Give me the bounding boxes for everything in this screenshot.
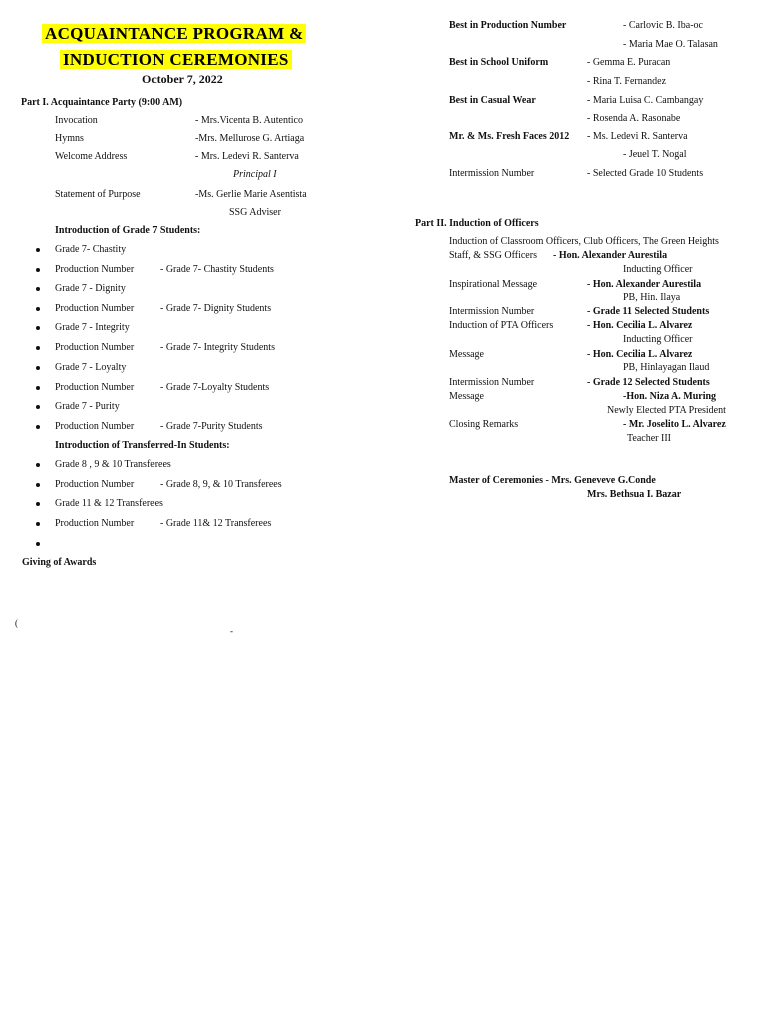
list-item-value: - Grade 7- Integrity Students bbox=[160, 342, 275, 353]
bullet bbox=[36, 287, 40, 291]
bullet bbox=[36, 307, 40, 311]
award-winner: - Carlovic B. Iba-oc bbox=[623, 20, 703, 31]
award-category: Intermission Number bbox=[449, 168, 535, 179]
list-item-value: - Grade 11& 12 Transferees bbox=[160, 518, 272, 529]
list-item-label: Grade 7 - Purity bbox=[55, 401, 120, 412]
program-item-label: Hymns bbox=[55, 133, 84, 144]
program-item-role: Inducting Officer bbox=[623, 334, 693, 345]
program-item-label: Inspirational Message bbox=[449, 279, 538, 290]
list-item-value: - Grade 7-Loyalty Students bbox=[160, 382, 270, 393]
bullet bbox=[36, 405, 40, 409]
program-item-label: Induction of PTA Officers bbox=[449, 320, 554, 331]
giving-of-awards-heading: Giving of Awards bbox=[22, 557, 97, 568]
list-item-label: Production Number bbox=[55, 264, 135, 275]
program-item-person: -Hon. Niza A. Muring bbox=[623, 391, 717, 402]
list-item-label: Grade 8 , 9 & 10 Transferees bbox=[55, 459, 171, 470]
program-item-label: Welcome Address bbox=[55, 151, 128, 162]
program-item-person: - Mrs.Vicenta B. Autentico bbox=[195, 115, 303, 126]
bullet bbox=[36, 522, 40, 526]
program-item-person: - Hon. Cecilia L. Alvarez bbox=[587, 320, 693, 331]
program-item-person: -Ms. Gerlie Marie Asentista bbox=[195, 189, 307, 200]
program-item-person: - Hon. Cecilia L. Alvarez bbox=[587, 349, 693, 360]
program-item-person: - Grade 11 Selected Students bbox=[587, 306, 710, 317]
part2-heading: Part II. Induction of Officers bbox=[415, 218, 539, 229]
bullet bbox=[36, 326, 40, 330]
bullet bbox=[36, 386, 40, 390]
bullet bbox=[36, 425, 40, 429]
bullet bbox=[36, 542, 40, 546]
program-item-role: Teacher III bbox=[627, 433, 671, 444]
list-item-label: Grade 7 - Loyalty bbox=[55, 362, 127, 373]
award-category: Best in Production Number bbox=[449, 20, 567, 31]
stray-mark: - bbox=[230, 626, 233, 636]
bullet bbox=[36, 463, 40, 467]
title-line-1: ACQUAINTANCE PROGRAM & bbox=[42, 24, 306, 43]
program-item-label: Intermission Number bbox=[449, 377, 535, 388]
program-item-role: Newly Elected PTA President bbox=[607, 405, 726, 416]
bullet bbox=[36, 268, 40, 272]
program-item-label: Closing Remarks bbox=[449, 419, 519, 430]
induction-intro: Staff, & SSG Officers bbox=[449, 250, 537, 261]
program-item-role: SSG Adviser bbox=[229, 207, 281, 218]
list-item-label: Production Number bbox=[55, 518, 135, 529]
list-item-label: Grade 11 & 12 Transferees bbox=[55, 498, 163, 509]
list-item-value: - Grade 7-Purity Students bbox=[160, 421, 263, 432]
program-item-role: Principal I bbox=[233, 169, 277, 180]
award-winner: - Maria Luisa C. Cambangay bbox=[587, 95, 704, 106]
award-winner: - Gemma E. Puracan bbox=[587, 57, 671, 68]
list-item-label: Production Number bbox=[55, 342, 135, 353]
program-item-person: - Mr. Joselito L. Alvarez bbox=[623, 419, 726, 430]
program-item-label: Invocation bbox=[55, 115, 98, 126]
program-item-person: - Mrs. Ledevi R. Santerva bbox=[195, 151, 299, 162]
list-item-value: - Grade 7- Dignity Students bbox=[160, 303, 272, 314]
program-item-role: PB, Hinlayagan Ilaud bbox=[623, 362, 710, 373]
program-item-label: Statement of Purpose bbox=[55, 189, 141, 200]
award-winner: - Rina T. Fernandez bbox=[587, 76, 667, 87]
award-category: Best in School Uniform bbox=[449, 57, 549, 68]
bullet bbox=[36, 248, 40, 252]
award-winner: - Maria Mae O. Talasan bbox=[623, 39, 718, 50]
stray-mark: ( bbox=[15, 618, 18, 628]
list-item-label: Production Number bbox=[55, 303, 135, 314]
program-item-label: Message bbox=[449, 349, 484, 360]
master-of-ceremonies-second: Mrs. Bethsua I. Bazar bbox=[587, 489, 682, 500]
award-winner: - Selected Grade 10 Students bbox=[587, 168, 704, 179]
list-item-value: - Grade 8, 9, & 10 Transferees bbox=[160, 479, 282, 490]
program-item-label: Message bbox=[449, 391, 484, 402]
list-item-label: Grade 7 - Dignity bbox=[55, 283, 126, 294]
grade7-heading: Introduction of Grade 7 Students: bbox=[55, 225, 201, 236]
list-item-value: - Grade 7- Chastity Students bbox=[160, 264, 274, 275]
award-winner: - Jeuel T. Nogal bbox=[623, 149, 687, 160]
transfer-heading: Introduction of Transferred-In Students: bbox=[55, 440, 230, 451]
program-item-person: -Mrs. Mellurose G. Artiaga bbox=[195, 133, 305, 144]
list-item-label: Grade 7- Chastity bbox=[55, 244, 127, 255]
program-item-person: - Grade 12 Selected Students bbox=[587, 377, 710, 388]
program-item-label: Intermission Number bbox=[449, 306, 535, 317]
list-item-label: Production Number bbox=[55, 382, 135, 393]
list-item-label: Production Number bbox=[55, 479, 135, 490]
event-date: October 7, 2022 bbox=[142, 72, 223, 86]
bullet bbox=[36, 502, 40, 506]
list-item-label: Production Number bbox=[55, 421, 135, 432]
part1-heading: Part I. Acquaintance Party (9:00 AM) bbox=[21, 97, 183, 108]
induction-role: Inducting Officer bbox=[623, 264, 693, 275]
induction-person: - Hon. Alexander Aurestila bbox=[553, 250, 668, 261]
bullet bbox=[36, 483, 40, 487]
bullet bbox=[36, 366, 40, 370]
award-category: Mr. & Ms. Fresh Faces 2012 bbox=[449, 131, 570, 142]
award-winner: - Ms. Ledevi R. Santerva bbox=[587, 131, 688, 142]
list-item-label: Grade 7 - Integrity bbox=[55, 322, 130, 333]
master-of-ceremonies: Master of Ceremonies - Mrs. Geneveve G.Conde bbox=[449, 475, 656, 486]
program-item-role: PB, Hin. Ilaya bbox=[623, 292, 681, 303]
award-category: Best in Casual Wear bbox=[449, 95, 536, 106]
title-line-2: INDUCTION CEREMONIES bbox=[60, 50, 292, 69]
induction-intro: Induction of Classroom Officers, Club Officers, The Green Heights bbox=[449, 236, 719, 247]
program-item-person: - Hon. Alexander Aurestila bbox=[587, 279, 702, 290]
award-winner: - Rosenda A. Rasonabe bbox=[587, 113, 681, 124]
bullet bbox=[36, 346, 40, 350]
